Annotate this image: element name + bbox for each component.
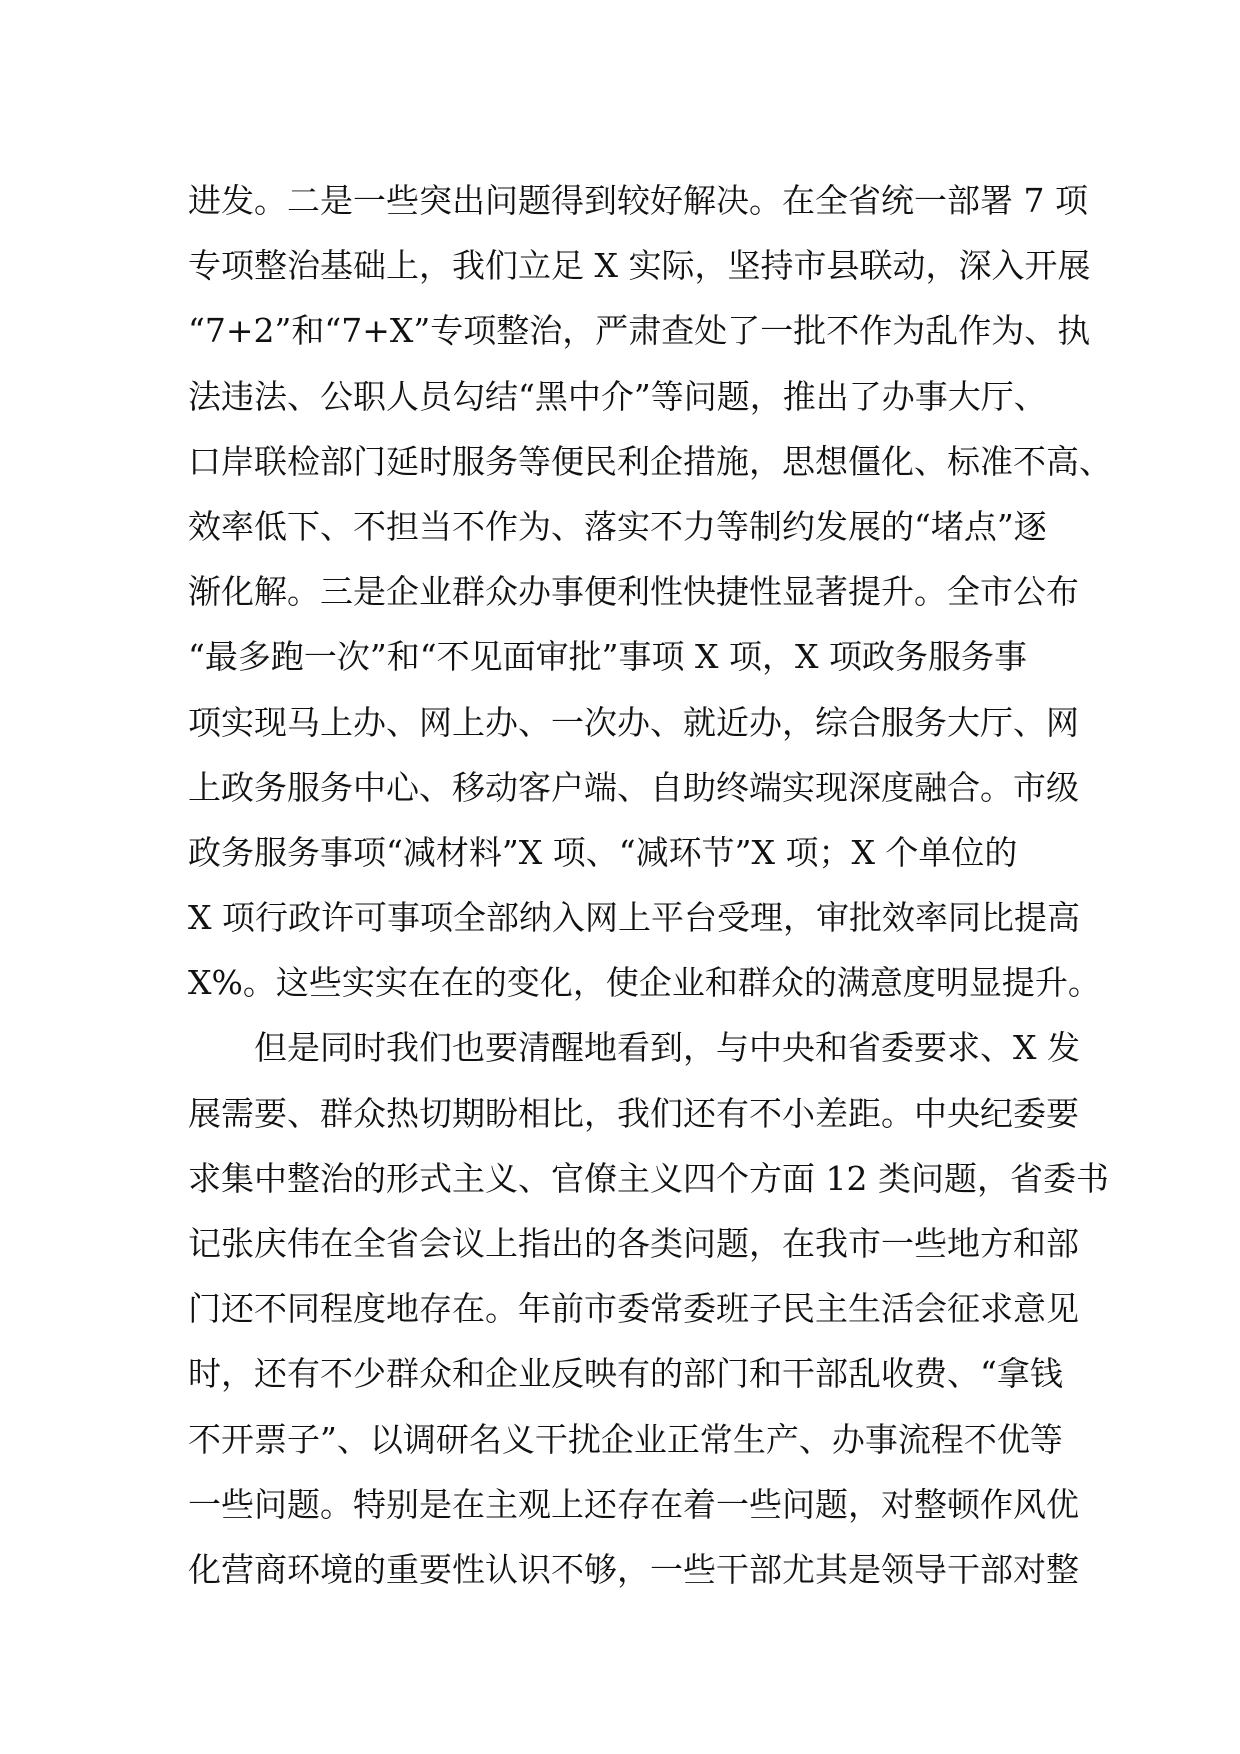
text-line: 专项整治基础上，我们立足 X 实际，坚持市县联动，深入开展 [188, 246, 1091, 286]
text-line: 门还不同程度地存在。年前市委常委班子民主生活会征求意见 [188, 1289, 1079, 1329]
text-line: X%。这些实实在在的变化，使企业和群众的满意度明显提升。 [188, 963, 1101, 1003]
text-line: 求集中整治的形式主义、官僚主义四个方面 12 类问题，省委书 [188, 1158, 1109, 1198]
text-line: 口岸联检部门延时服务等便民利企措施，思想僵化、标准不高、 [188, 441, 1112, 481]
text-line: 不开票子”、以调研名义干扰企业正常生产、办事流程不优等 [188, 1419, 1063, 1459]
text-line: 渐化解。三是企业群众办事便利性快捷性显著提升。全市公布 [188, 572, 1079, 612]
text-line: 效率低下、不担当不作为、落实不力等制约发展的“堵点”逐 [188, 506, 1047, 546]
text-line: 进发。二是一些突出问题得到较好解决。在全省统一部署 7 项 [188, 181, 1088, 220]
text-line: X 项行政许可事项全部纳入网上平台受理，审批效率同比提高 [188, 898, 1080, 938]
paragraph-start-line: 但是同时我们也要清醒地看到，与中央和省委要求、X 发 [254, 1028, 1080, 1068]
text-line: 一些问题。特别是在主观上还存在着一些问题，对整顿作风优 [188, 1484, 1079, 1524]
text-line: 时，还有不少群众和企业反映有的部门和干部乱收费、“拿钱 [188, 1354, 1063, 1394]
body-text [188, 168, 1112, 1602]
text-line: 展需要、群众热切期盼相比，我们还有不小差距。中央纪委要 [188, 1093, 1079, 1133]
text-line: 记张庆伟在全省会议上指出的各类问题，在我市一些地方和部 [188, 1224, 1079, 1263]
text-line: “最多跑一次”和“不见面审批”事项 X 项，X 项政务服务事 [188, 637, 1027, 677]
text-line: “7+2”和“7+X”专项整治，严肃查处了一批不作为乱作为、执 [188, 311, 1091, 351]
text-line: 政务服务事项“减材料”X 项、“减环节”X 项；X 个单位的 [188, 832, 1018, 872]
text-line: 化营商环境的重要性认识不够，一些干部尤其是领导干部对整 [188, 1549, 1079, 1589]
text-line: 法违法、公职人员勾结“黑中介”等问题，推出了办事大厅、 [188, 376, 1047, 416]
text-line: 上政务服务中心、移动客户端、自助终端实现深度融合。市级 [188, 767, 1079, 807]
text-line: 项实现马上办、网上办、一次办、就近办，综合服务大厅、网 [188, 702, 1079, 742]
